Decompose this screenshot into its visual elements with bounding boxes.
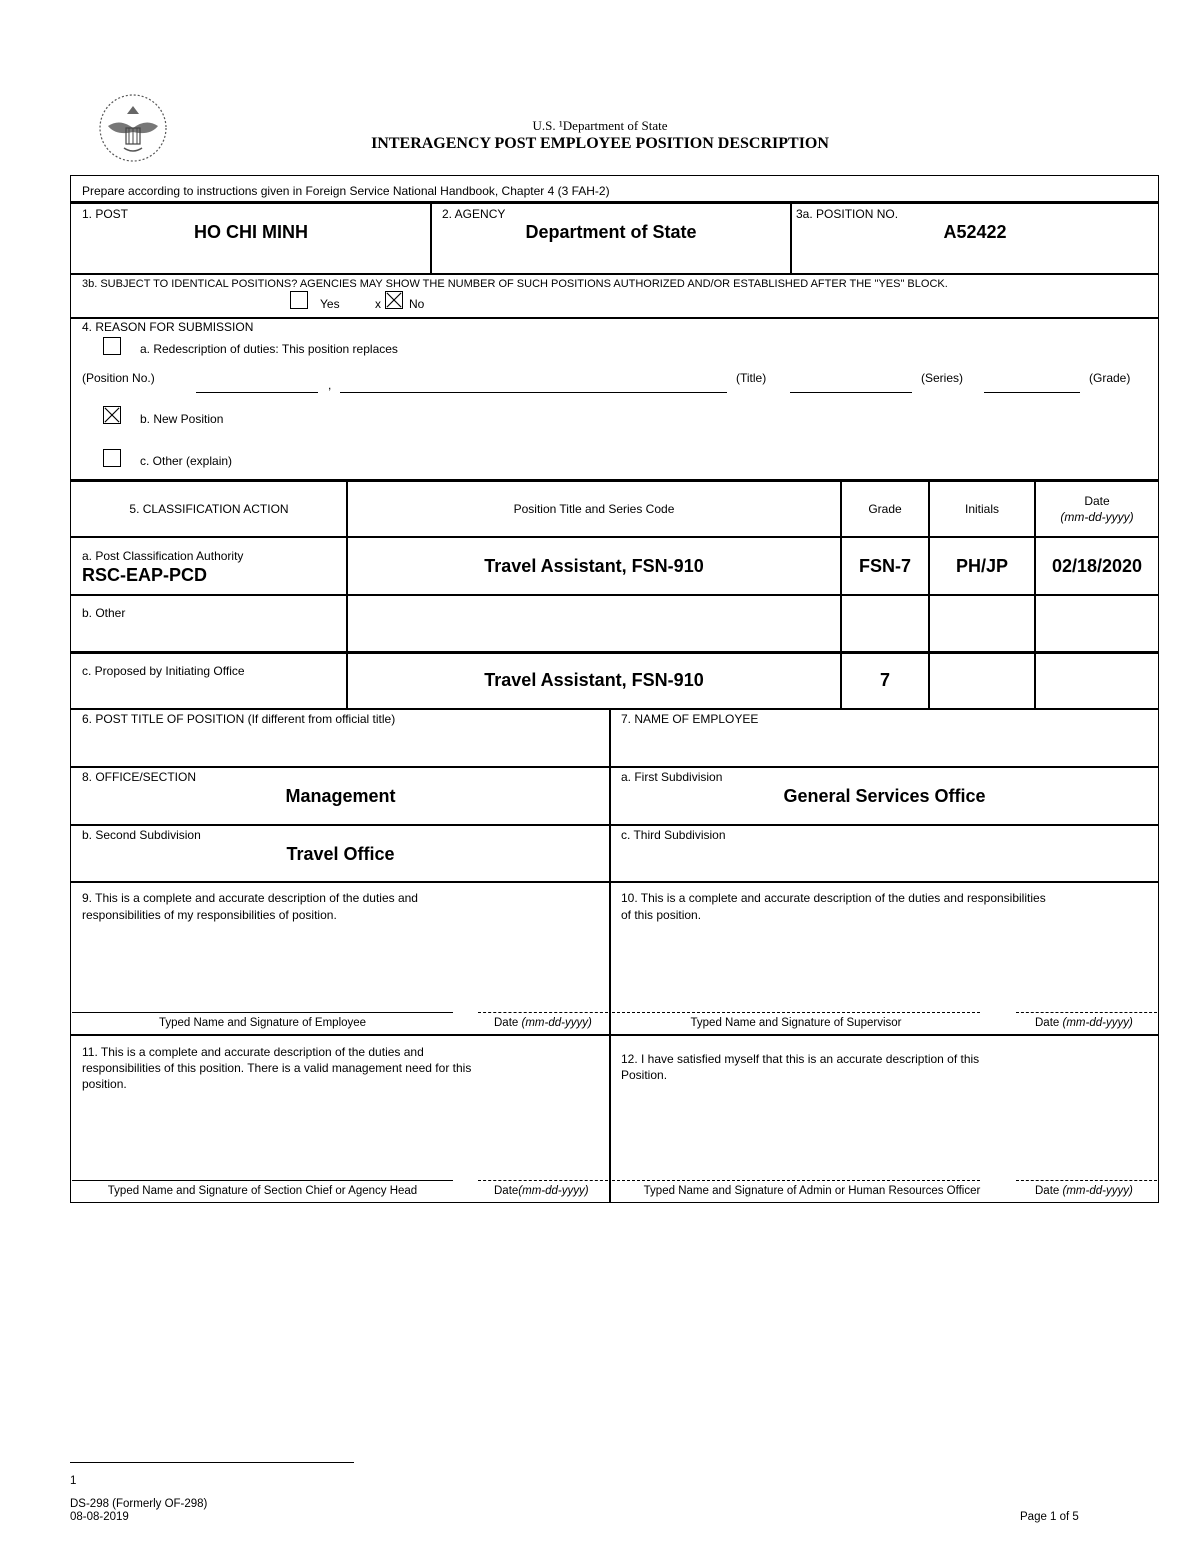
cert10-text-line2: of this position. [621, 908, 702, 922]
position-no-label: 3a. POSITION NO. [796, 207, 899, 221]
cert9-text-line2: responsibilities of my responsibilities of position. [82, 908, 337, 922]
no-label: No [409, 297, 425, 311]
col-date-header: Date [1084, 494, 1110, 508]
row-c-label: c. Proposed by Initiating Office [82, 664, 245, 678]
department-name: U.S. ¹Department of State [532, 118, 668, 133]
supervisor-signature-line[interactable] [612, 1012, 980, 1013]
date-format: (mm-dd-yyyy) [518, 1185, 589, 1197]
post-label: 1. POST [82, 207, 129, 221]
position-no-field[interactable] [196, 392, 318, 393]
instructions-text: Prepare according to instructions given in Foreign Service National Handbook, Chapter 4 (3 FAH-2) [82, 184, 610, 198]
cert12-text-line1: 12. I have satisfied myself that this is an accurate description of this [621, 1052, 980, 1066]
hr-officer-date-line[interactable] [1016, 1180, 1157, 1181]
row-c-grade[interactable]: 7 [879, 670, 890, 690]
new-position-label: b. New Position [140, 412, 224, 426]
row-a-title[interactable]: Travel Assistant, FSN-910 [484, 556, 704, 576]
office-label: 8. OFFICE/SECTION [82, 770, 197, 784]
comma: , [328, 378, 332, 392]
row-a-authority[interactable]: RSC-EAP-PCD [82, 565, 208, 585]
cert9-text-line1: 9. This is a complete and accurate description of the duties and [82, 891, 418, 905]
office-value[interactable]: Management [285, 786, 396, 806]
date-format: (mm-dd-yyyy) [521, 1017, 592, 1029]
row-a-grade[interactable]: FSN-7 [858, 556, 911, 576]
agency-label: 2. AGENCY [442, 207, 506, 221]
first-subdivision-value[interactable]: General Services Office [783, 786, 986, 806]
section-chief-signature-label: Typed Name and Signature of Section Chief or Agency Head [107, 1185, 418, 1197]
redescription-label: a. Redescription of duties: This position replaces [140, 342, 398, 356]
other-checkbox[interactable] [103, 449, 121, 467]
col-title-header: Position Title and Series Code [513, 502, 675, 516]
new-position-checkbox[interactable] [103, 406, 121, 424]
check-x-icon [104, 407, 120, 423]
form-number: DS-298 (Formerly OF-298) [70, 1498, 208, 1510]
form-date: 08-08-2019 [70, 1511, 129, 1523]
check-x-icon [386, 292, 402, 308]
second-subdivision-value[interactable]: Travel Office [286, 844, 395, 864]
title-field-label: (Title) [736, 371, 767, 385]
identical-positions-label: 3b. SUBJECT TO IDENTICAL POSITIONS? AGENCIES MAY SHOW THE NUMBER OF SUCH POSITIONS AUTHORIZED AND/OR ESTABLISHED AFTER THE "YES" BLOCK. [82, 278, 948, 290]
cert11-text-line1: 11. This is a complete and accurate description of the duties and [82, 1045, 424, 1059]
col-initials-header: Initials [964, 502, 999, 516]
x-mark: x [375, 297, 381, 311]
footnote-separator [70, 1462, 354, 1463]
agency-value[interactable]: Department of State [525, 222, 697, 242]
hr-officer-signature-line[interactable] [612, 1180, 980, 1181]
hr-officer-date-label [1035, 1184, 1133, 1198]
first-subdivision-label: a. First Subdivision [621, 770, 723, 784]
cert11-text-line3: position. [82, 1077, 127, 1091]
hr-officer-signature-label: Typed Name and Signature of Admin or Human Resources Officer [643, 1185, 981, 1197]
employee-date-line[interactable] [478, 1012, 608, 1013]
supervisor-date-label [1035, 1016, 1133, 1030]
third-subdivision-label: c. Third Subdivision [621, 828, 726, 842]
date-word: Date [494, 1185, 519, 1197]
row-a-label: a. Post Classification Authority [82, 549, 244, 563]
section-chief-date-line[interactable] [478, 1180, 608, 1181]
date-word: Date [494, 1017, 519, 1029]
title-field[interactable] [340, 392, 727, 393]
supervisor-date-line[interactable] [1016, 1012, 1157, 1013]
classification-header: 5. CLASSIFICATION ACTION [129, 502, 289, 516]
section-chief-signature-line[interactable] [72, 1180, 453, 1181]
supervisor-signature-label: Typed Name and Signature of Supervisor [690, 1017, 902, 1029]
cert12-text-line2: Position. [621, 1068, 668, 1082]
col-date-format: (mm-dd-yyyy) [1060, 510, 1134, 524]
row-b-label: b. Other [82, 606, 126, 620]
row-a-initials[interactable]: PH/JP [955, 556, 1009, 576]
date-format: (mm-dd-yyyy) [1062, 1185, 1133, 1197]
other-label: c. Other (explain) [140, 454, 233, 468]
reason-label: 4. REASON FOR SUBMISSION [82, 320, 254, 334]
col-grade-header: Grade [868, 502, 902, 516]
post-value[interactable]: HO CHI MINH [194, 222, 308, 242]
yes-checkbox[interactable] [290, 291, 308, 309]
row-a-date[interactable]: 02/18/2020 [1051, 556, 1143, 576]
employee-name-label: 7. NAME OF EMPLOYEE [621, 712, 759, 726]
page-number: Page 1 of 5 [1020, 1511, 1079, 1523]
date-word: Date [1035, 1017, 1060, 1029]
row-c-title[interactable]: Travel Assistant, FSN-910 [484, 670, 704, 690]
cert10-text-line1: 10. This is a complete and accurate description of the duties and responsibilities [621, 891, 1046, 905]
series-field-label: (Series) [921, 371, 964, 385]
position-no-value[interactable]: A52422 [943, 222, 1007, 242]
grade-field[interactable] [984, 392, 1080, 393]
no-checkbox[interactable] [385, 291, 403, 309]
footnote-number: 1 [70, 1475, 77, 1487]
second-subdivision-label: b. Second Subdivision [82, 828, 201, 842]
form-title: INTERAGENCY POST EMPLOYEE POSITION DESCRIPTION [371, 135, 829, 152]
employee-signature-line[interactable] [72, 1012, 453, 1013]
position-no-field-label: (Position No.) [82, 371, 155, 385]
date-format: (mm-dd-yyyy) [1062, 1017, 1133, 1029]
post-title-label: 6. POST TITLE OF POSITION (If different from official title) [82, 712, 396, 726]
employee-date-label [494, 1016, 592, 1030]
redescription-checkbox[interactable] [103, 337, 121, 355]
series-field[interactable] [790, 392, 912, 393]
yes-label: Yes [320, 297, 340, 311]
department-seal [96, 92, 170, 164]
employee-signature-label: Typed Name and Signature of Employee [158, 1017, 367, 1029]
cert11-text-line2: responsibilities of this position. There is a valid management need for this [82, 1061, 472, 1075]
date-word: Date [1035, 1185, 1060, 1197]
grade-field-label: (Grade) [1089, 371, 1131, 385]
section-chief-date-label [494, 1184, 589, 1198]
